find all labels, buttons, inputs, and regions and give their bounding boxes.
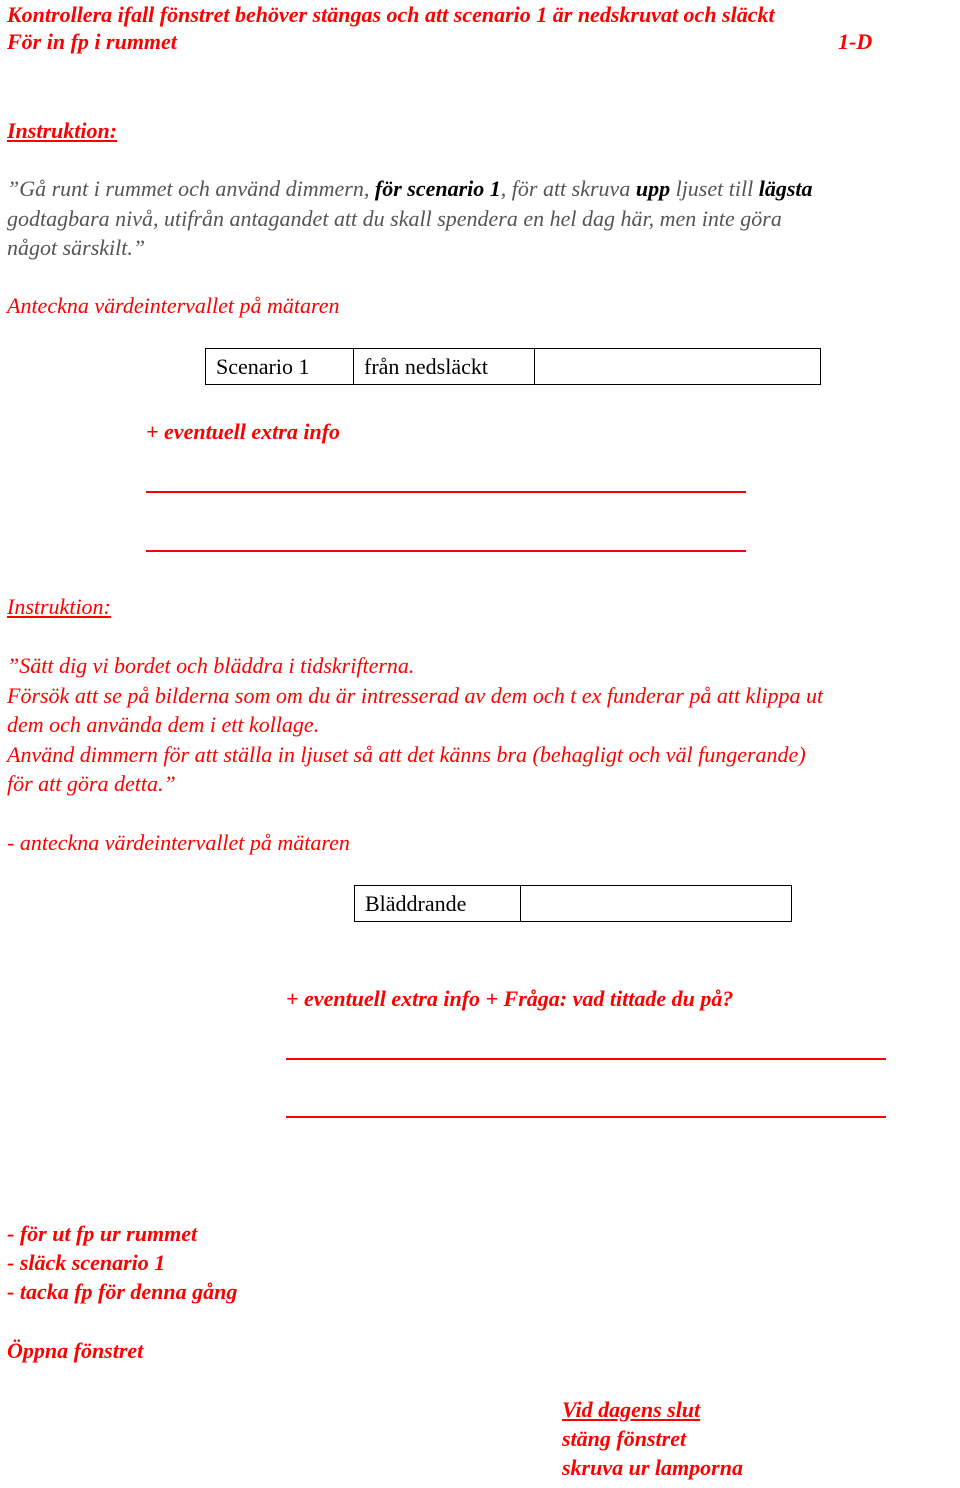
browsing-value-cell[interactable] <box>521 886 792 922</box>
header-line-1: Kontrollera ifall fönstret behöver stängas och att scenario 1 är nedskruvat och släckt <box>7 2 775 27</box>
para1-text-mid1: , för att skruva <box>500 176 636 201</box>
closing-item-2: - släck scenario 1 <box>7 1250 166 1275</box>
extra-info-1: + eventuell extra info <box>146 419 341 444</box>
header-code: 1-D <box>838 29 873 54</box>
scenario-1-from-label: från nedsläckt <box>354 349 535 385</box>
para1-line-2: godtagbara nivå, utifrån antagandet att du skall spendera en hel dag här, men inte göra <box>7 205 782 231</box>
instruction-heading-2: Instruktion: <box>7 594 111 619</box>
para1-text-open: ”Gå runt i rummet och använd dimmern, <box>7 176 375 201</box>
para2-line-5: för att göra detta.” <box>7 771 176 796</box>
answer-line-1b[interactable] <box>146 550 746 552</box>
para1-text-mid2: ljuset till <box>670 176 759 201</box>
scenario-1-value-cell[interactable] <box>535 349 821 385</box>
browsing-table <box>354 885 792 922</box>
end-of-day-item-1: stäng fönstret <box>562 1426 687 1451</box>
para2-line-4: Använd dimmern för att ställa in ljuset så att det känns bra (behagligt och väl fungerande) <box>7 741 806 767</box>
instruction-paragraph-1 <box>7 174 957 263</box>
header-line-2: För in fp i rummet <box>7 29 177 54</box>
answer-line-1a[interactable] <box>146 491 746 493</box>
instruction-paragraph-2 <box>7 651 957 799</box>
open-window: Öppna fönstret <box>7 1338 144 1363</box>
note-2: - anteckna värdeintervallet på mätaren <box>7 830 350 855</box>
answer-line-2b[interactable] <box>286 1116 886 1118</box>
browsing-label: Bläddrande <box>355 886 521 922</box>
closing-item-1: - för ut fp ur rummet <box>7 1221 198 1246</box>
scenario-1-table <box>205 348 821 385</box>
note-1: Anteckna värdeintervallet på mätaren <box>7 293 340 318</box>
instruction-heading-1: Instruktion: <box>7 118 118 143</box>
para2-line-3: dem och använda dem i ett kollage. <box>7 712 320 737</box>
extra-info-2: + eventuell extra info + Fråga: vad tittade du på? <box>286 986 734 1011</box>
para1-bold-scenario: för scenario 1 <box>374 176 501 201</box>
end-of-day-item-2: skruva ur lamporna <box>562 1455 743 1480</box>
end-of-day-heading: Vid dagens slut <box>562 1397 701 1422</box>
closing-item-3: - tacka fp för denna gång <box>7 1279 238 1304</box>
para2-line-1: ”Sätt dig vi bordet och bläddra i tidskrifterna. <box>7 653 415 678</box>
para1-bold-upp: upp <box>635 176 671 201</box>
para2-line-2: Försök att se på bilderna som om du är intresserad av dem och t ex funderar på att klippa ut <box>7 682 824 708</box>
para1-bold-lagsta: lägsta <box>758 176 813 201</box>
scenario-1-label: Scenario 1 <box>206 349 354 385</box>
para1-line-3: något särskilt.” <box>7 235 146 260</box>
answer-line-2a[interactable] <box>286 1058 886 1060</box>
